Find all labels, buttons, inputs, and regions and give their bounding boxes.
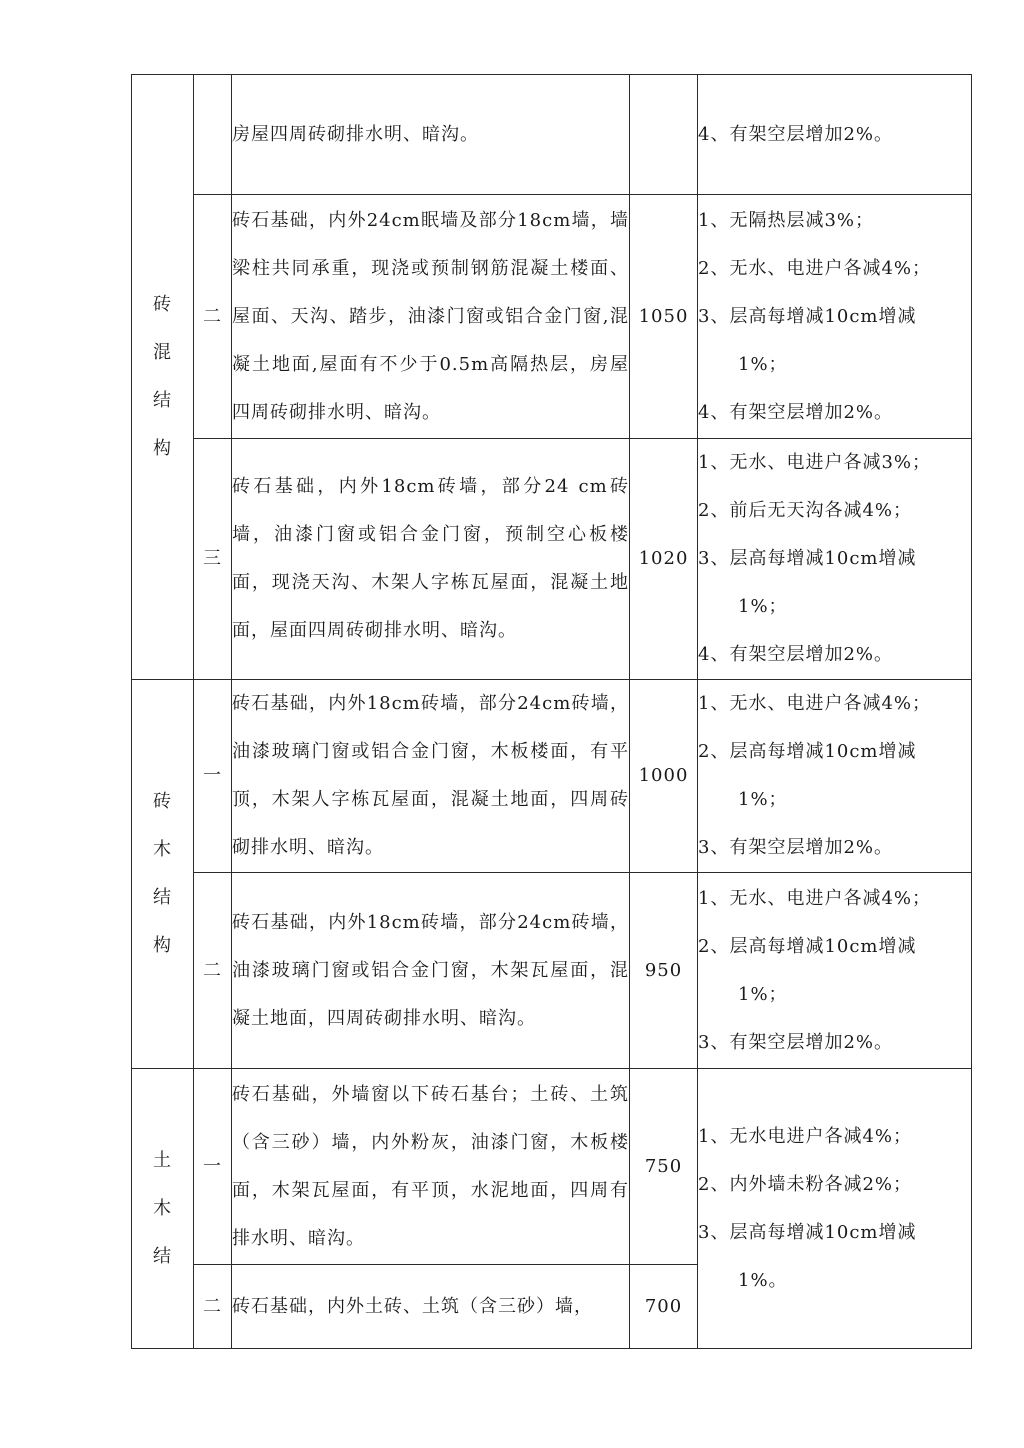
price-cell: 750 [630, 1069, 698, 1265]
adjustment-cell [698, 75, 972, 195]
adjustment-item: 1%； [738, 596, 788, 617]
adjustment-cell [698, 873, 972, 1069]
price-cell: 1050 [630, 195, 698, 439]
grade-cell: 二 [194, 1265, 232, 1349]
adjustment-item: 1、无水、电进户各减4%； [698, 693, 932, 714]
adjustment-item: 2、前后无天沟各减4%； [698, 500, 913, 521]
adjustment-cell [698, 195, 972, 439]
description-cell: 砖石基础，内外24cm眠墙及部分18cm墙，墙梁柱共同承重，现浇或预制钢筋混凝土楼面、屋面、天沟、踏步，油漆门窗或铝合金门窗,混凝土地面,屋面有不少于0.5m高隔热层，房屋四周砖砌排水明、暗沟。 [232, 195, 630, 439]
table-row [132, 195, 972, 439]
structure-type-cell [132, 680, 194, 1069]
structure-type-cell [132, 1069, 194, 1349]
table-row [132, 873, 972, 1069]
price-cell: 700 [630, 1265, 698, 1349]
structure-type-label: 砖混结构 [153, 294, 172, 459]
price-cell: 950 [630, 873, 698, 1069]
table-row [132, 75, 972, 195]
table-row [132, 439, 972, 680]
price-table [131, 74, 972, 1349]
price-cell: 1000 [630, 680, 698, 873]
adjustment-cell [698, 680, 972, 873]
adjustment-item: 2、内外墙未粉各减2%； [698, 1173, 913, 1195]
price-table-body [132, 75, 972, 1349]
adjustment-item: 3、层高每增减10cm增减 [698, 548, 917, 569]
adjustment-item: 1%； [738, 353, 788, 375]
grade-cell: 三 [194, 439, 232, 680]
adjustment-item: 3、层高每增减10cm增减 [698, 305, 917, 327]
grade-cell: 一 [194, 1069, 232, 1265]
adjustment-item: 2、无水、电进户各减4%； [698, 257, 932, 279]
adjustment-item: 1、无水、电进户各减3%； [698, 452, 932, 473]
adjustment-item: 4、有架空层增加2%。 [698, 123, 894, 145]
grade-cell: 一 [194, 680, 232, 873]
adjustment-item: 1%。 [738, 1269, 788, 1291]
adjustment-item: 4、有架空层增加2%。 [698, 401, 894, 423]
adjustment-cell [698, 1069, 972, 1349]
adjustment-item: 4、有架空层增加2%。 [698, 644, 894, 665]
adjustment-item: 3、有架空层增加2%。 [698, 1031, 894, 1053]
adjustment-item: 1、无水、电进户各减4%； [698, 887, 932, 909]
table-row [132, 1069, 972, 1265]
description-cell: 砖石基础，内外18cm砖墙，部分24 cm砖墙，油漆门窗或铝合金门窗，预制空心板楼面，现浇天沟、木架人字栋瓦屋面，混凝土地面，屋面四周砖砌排水明、暗沟。 [232, 439, 630, 680]
description-cell: 房屋四周砖砌排水明、暗沟。 [232, 75, 630, 195]
grade-cell: 二 [194, 873, 232, 1069]
adjustment-item: 1%； [738, 983, 788, 1005]
structure-type-label: 土木结 [153, 1149, 172, 1267]
adjustment-item: 1、无隔热层减3%； [698, 209, 875, 231]
adjustment-item: 2、层高每增减10cm增减 [698, 741, 917, 762]
structure-type-label: 砖木结构 [153, 791, 172, 956]
adjustment-item: 2、层高每增减10cm增减 [698, 935, 917, 957]
adjustment-item: 1%； [738, 789, 788, 810]
adjustment-item: 1、无水电进户各减4%； [698, 1125, 913, 1147]
adjustment-cell [698, 439, 972, 680]
grade-cell: 二 [194, 195, 232, 439]
adjustment-item: 3、层高每增减10cm增减 [698, 1221, 917, 1243]
price-cell [630, 75, 698, 195]
grade-cell [194, 75, 232, 195]
description-cell: 砖石基础，内外18cm砖墙，部分24cm砖墙，油漆玻璃门窗或铝合金门窗，木板楼面，有平顶，木架人字栋瓦屋面，混凝土地面，四周砖砌排水明、暗沟。 [232, 680, 630, 873]
structure-type-cell [132, 75, 194, 680]
description-cell: 砖石基础，外墙窗以下砖石基台；土砖、土筑（含三砂）墙，内外粉灰，油漆门窗，木板楼面，木架瓦屋面，有平顶，水泥地面，四周有排水明、暗沟。 [232, 1069, 630, 1265]
description-cell: 砖石基础，内外18cm砖墙，部分24cm砖墙，油漆玻璃门窗或铝合金门窗，木架瓦屋面，混凝土地面，四周砖砌排水明、暗沟。 [232, 873, 630, 1069]
table-row [132, 680, 972, 873]
description-cell: 砖石基础，内外土砖、土筑（含三砂）墙， [232, 1265, 630, 1349]
price-cell: 1020 [630, 439, 698, 680]
adjustment-item: 3、有架空层增加2%。 [698, 837, 894, 858]
